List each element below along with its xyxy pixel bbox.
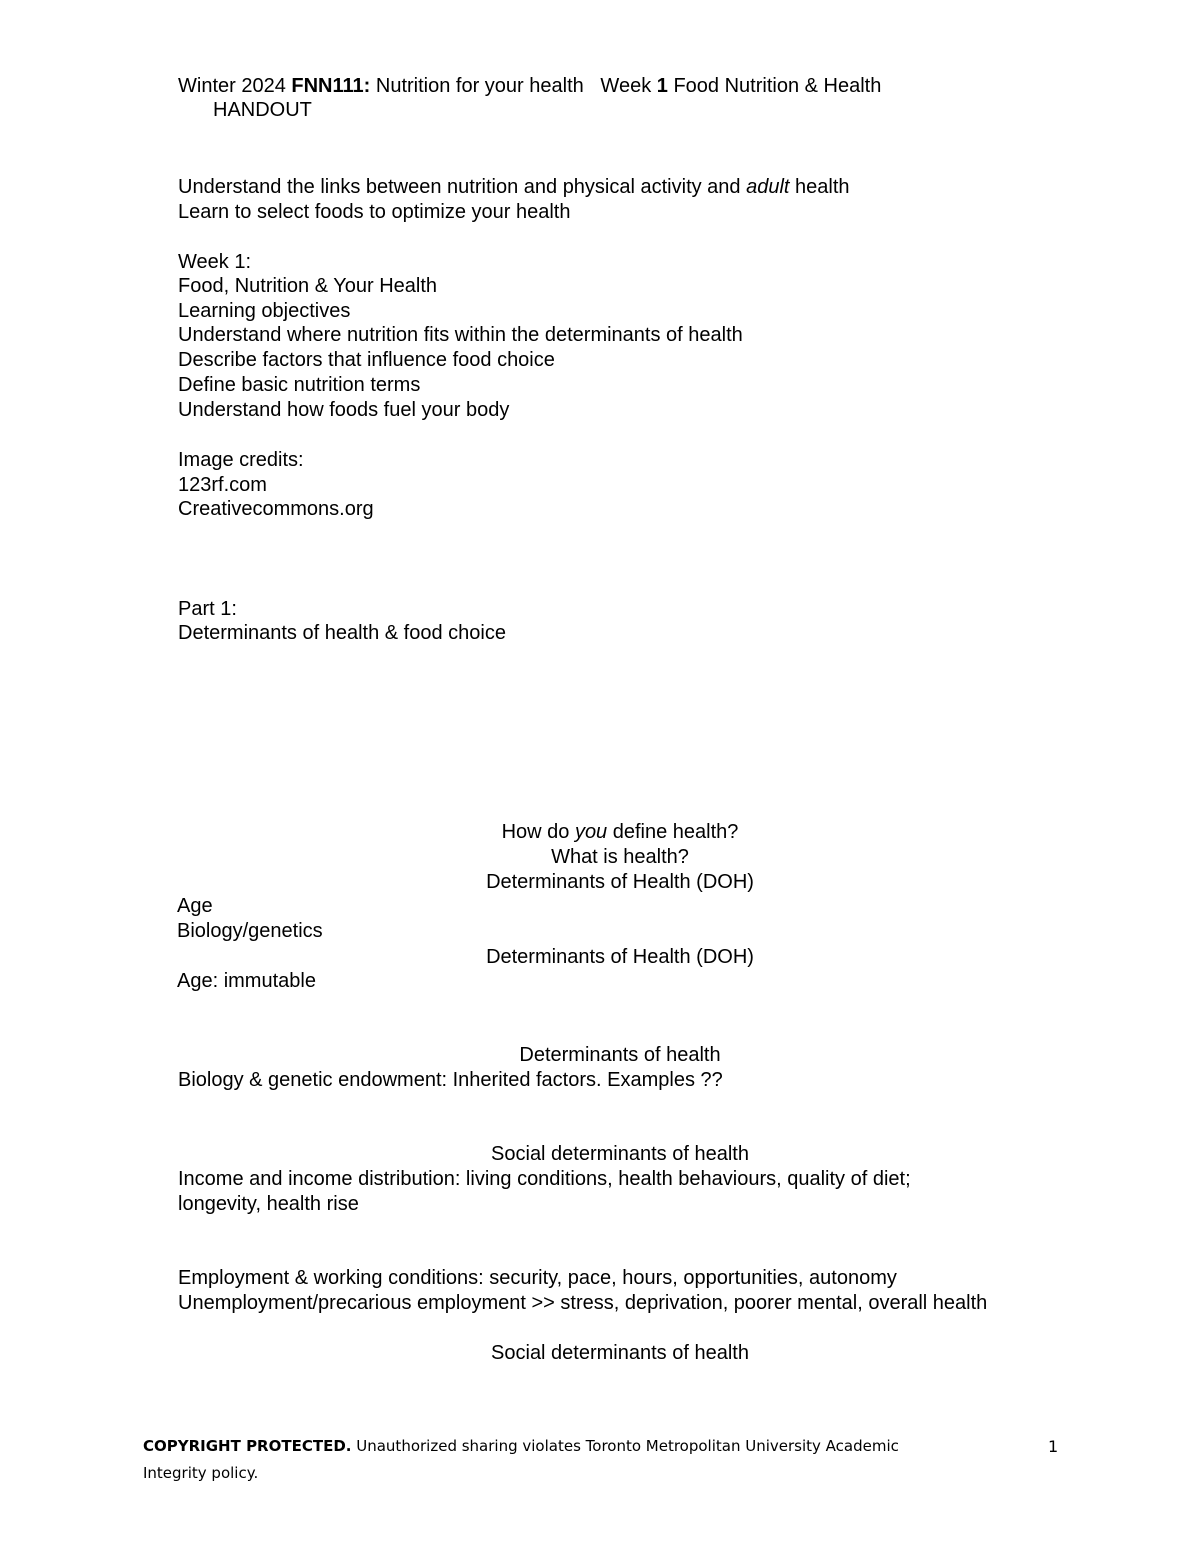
header-course-code: FNN111: xyxy=(291,75,371,97)
header-term: Winter 2024 xyxy=(178,75,292,97)
question-define-health xyxy=(320,820,920,845)
header-course-name: Nutrition for your health Week xyxy=(370,75,657,97)
page-number: 1 xyxy=(1048,1437,1059,1456)
header-title xyxy=(178,74,881,99)
header-handout: HANDOUT xyxy=(213,99,312,121)
part1-title: Determinants of health & food choice xyxy=(178,622,506,644)
footer-copyright xyxy=(143,1433,899,1460)
employment-line-2: Unemployment/precarious employment >> stress, deprivation, poorer mental, overall health xyxy=(178,1292,988,1314)
doh-heading-3: Determinants of health xyxy=(519,1044,721,1066)
header-week-num: 1 xyxy=(656,75,668,97)
footer-text-2: Integrity policy. xyxy=(143,1464,259,1482)
credits-heading: Image credits: xyxy=(178,449,304,471)
doh-biology-line: Biology & genetic endowment: Inherited factors. Examples ?? xyxy=(178,1069,723,1091)
footer-text-1: Unauthorized sharing violates Toronto Metropolitan University Academic xyxy=(351,1437,899,1455)
question-emphasis: you xyxy=(574,821,608,843)
doh-age-immutable: Age: immutable xyxy=(177,970,316,992)
part1-label: Part 1: xyxy=(178,598,237,620)
social-heading-1: Social determinants of health xyxy=(491,1143,749,1165)
question-post: define health? xyxy=(607,821,739,843)
objective-item: Define basic nutrition terms xyxy=(178,374,421,396)
employment-line-1: Employment & working conditions: security, pace, hours, opportunities, autonomy xyxy=(178,1267,897,1289)
doh-biology: Biology/genetics xyxy=(177,920,323,942)
intro-line-2: Learn to select foods to optimize your health xyxy=(178,201,571,223)
social-heading-2: Social determinants of health xyxy=(491,1342,749,1364)
intro-line-1-pre: Understand the links between nutrition and physical activity and xyxy=(178,176,747,198)
income-line-2: longevity, health rise xyxy=(178,1193,359,1215)
header-topic: Food Nutrition & Health xyxy=(667,75,882,97)
intro-line-1 xyxy=(178,175,850,200)
question-what-is-health: What is health? xyxy=(551,846,689,868)
intro-line-1-emphasis: adult xyxy=(746,176,790,198)
credit-item: 123rf.com xyxy=(178,474,267,496)
doh-age: Age xyxy=(177,895,213,917)
doh-heading-1: Determinants of Health (DOH) xyxy=(486,871,754,893)
income-line-1: Income and income distribution: living conditions, health behaviours, quality of diet; xyxy=(178,1168,911,1190)
credit-item: Creativecommons.org xyxy=(178,498,374,520)
objective-item: Describe factors that influence food choice xyxy=(178,349,555,371)
objective-item: Understand how foods fuel your body xyxy=(178,399,510,421)
intro-line-1-post: health xyxy=(789,176,850,198)
doh-heading-2: Determinants of Health (DOH) xyxy=(486,946,754,968)
objective-item: Understand where nutrition fits within the determinants of health xyxy=(178,324,743,346)
footer-bold: COPYRIGHT PROTECTED. xyxy=(143,1437,352,1455)
question-pre: How do xyxy=(501,821,575,843)
objectives-heading: Learning objectives xyxy=(178,300,351,322)
week-label: Week 1: xyxy=(178,251,251,273)
week-title: Food, Nutrition & Your Health xyxy=(178,275,438,297)
